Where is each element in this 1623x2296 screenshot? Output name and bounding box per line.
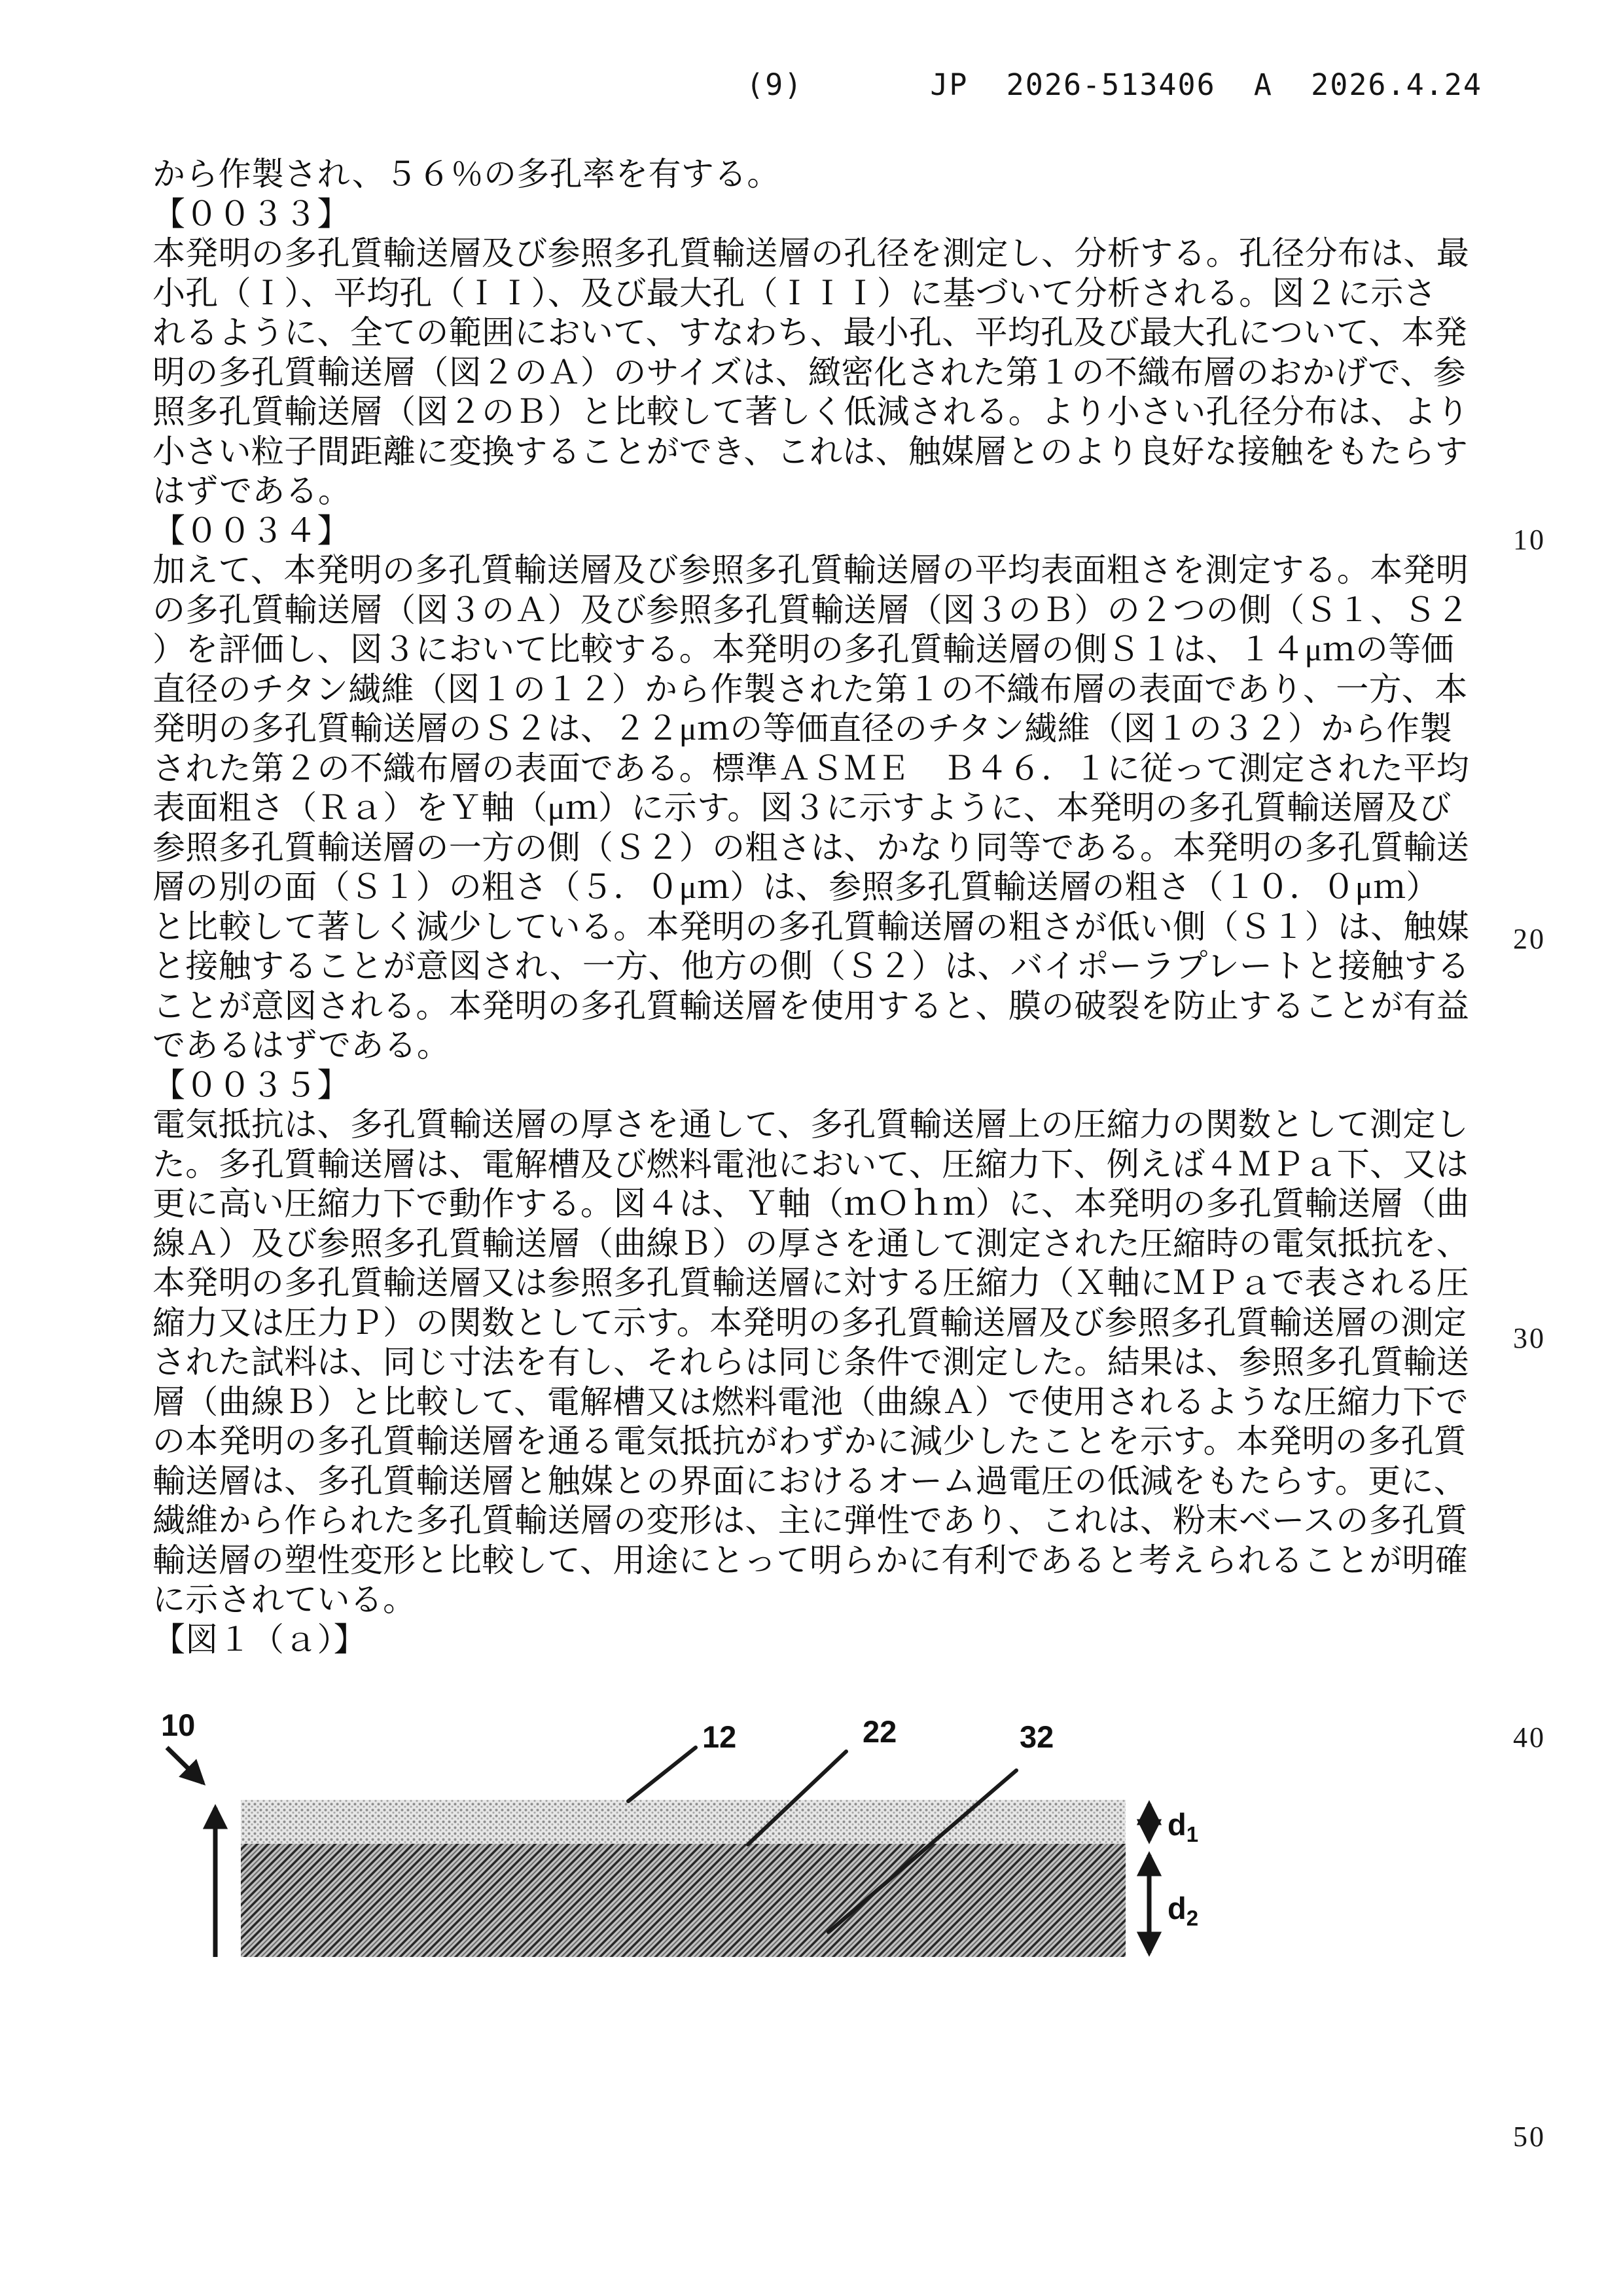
text-line: 輸送層は、多孔質輸送層と触媒との界面におけるオーム過電圧の低減をもたらす。更に、 [152,1462,1467,1499]
text-line: れるように、全ての範囲において、すなわち、最小孔、平均孔及び最大孔について、本発 [152,314,1467,351]
text-line: 【００３４】 [152,512,350,549]
text-line: 電気抵抗は、多孔質輸送層の厚さを通して、多孔質輸送層上の圧縮力の関数として測定し [152,1106,1469,1143]
text-line: 【００３５】 [152,1066,350,1103]
margin-line-number-50: 50 [1513,2121,1546,2153]
text-line: と比較して著しく減少している。本発明の多孔質輸送層の粗さが低い側（Ｓ１）は、触媒 [152,908,1469,945]
text-line: 更に高い圧縮力下で動作する。図４は、Ｙ軸（ｍＯｈｍ）に、本発明の多孔質輸送層（曲 [152,1185,1469,1222]
text-line: された試料は、同じ寸法を有し、それらは同じ条件で測定した。結果は、参照多孔質輸送 [152,1344,1469,1380]
text-line: の本発明の多孔質輸送層を通る電気抵抗がわずかに減少したことを示す。本発明の多孔質 [152,1423,1467,1460]
ref-label-10: 10 [161,1708,196,1742]
text-line: であるはずである。 [152,1027,450,1064]
text-line: 小孔（Ｉ）、平均孔（ＩＩ）、及び最大孔（ＩＩＩ）に基づいて分析される。図２に示さ [152,274,1436,312]
text-line: 本発明の多孔質輸送層及び参照多孔質輸送層の孔径を測定し、分析する。孔径分布は、最 [152,235,1469,272]
ref-label-12: 12 [702,1719,737,1754]
text-line: ことが意図される。本発明の多孔質輸送層を使用すると、膜の破裂を防止することが有益 [152,987,1469,1024]
text-line: 加えて、本発明の多孔質輸送層及び参照多孔質輸送層の平均表面粗さを測定する。本発明 [152,552,1469,588]
text-line: と接触することが意図され、一方、他方の側（Ｓ２）は、バイポーラプレートと接触する [152,948,1470,984]
ref-32-leader [829,1770,1016,1932]
text-line: から作製され、５６％の多孔率を有する。 [152,156,780,192]
ref-22-leader [748,1751,846,1844]
text-line: 直径のチタン繊維（図１の１２）から作製された第１の不織布層の表面であり、一方、本 [152,670,1468,708]
text-line: 層（曲線Ｂ）と比較して、電解槽又は燃料電池（曲線Ａ）で使用されるような圧縮力下で [152,1383,1469,1420]
second-nonwoven-layer-rect [241,1844,1126,1957]
ref-10-arrow [167,1748,203,1783]
header-page-number: (9) [746,67,804,102]
text-line: はずである。 [152,473,351,509]
text-line: 層の別の面（Ｓ１）の粗さ（５．０μｍ）は、参照多孔質輸送層の粗さ（１０．０μｍ） [152,869,1439,905]
header-publication-number: JP 2026-513406 A 2026.4.24 [930,67,1482,102]
text-line: の多孔質輸送層（図３のＡ）及び参照多孔質輸送層（図３のＢ）の２つの側（Ｓ１、Ｓ２ [152,591,1469,628]
ref-label-22: 22 [863,1714,897,1749]
text-line: 照多孔質輸送層（図２のＢ）と比較して著しく低減される。より小さい孔径分布は、より [152,393,1469,430]
text-line: 【００３３】 [152,195,350,232]
text-line: された第２の不織布層の表面である。標準ＡＳＭＥ Ｂ４６．１に従って測定された平均 [152,749,1469,787]
text-line: ）を評価し、図３において比較する。本発明の多孔質輸送層の側Ｓ１は、１４μｍの等価 [152,631,1454,668]
text-line: 線Ａ）及び参照多孔質輸送層（曲線Ｂ）の厚さを通して測定された圧縮時の電気抵抗を、 [152,1225,1469,1262]
text-line: た。多孔質輸送層は、電解槽及び燃料電池において、圧縮力下、例えば４ＭＰａ下、又は [152,1145,1469,1183]
ref-12-leader [628,1748,696,1801]
text-line: 【図１（ａ）】 [152,1621,367,1658]
text-line: に示されている。 [152,1581,416,1618]
margin-line-number-40: 40 [1513,1721,1546,1753]
d1-label: $d_1$ [1168,1807,1199,1846]
text-line: 輸送層の塑性変形と比較して、用途にとって明らかに有利であると考えられることが明確 [152,1541,1468,1579]
margin-line-number-30: 30 [1513,1322,1546,1354]
text-line: 参照多孔質輸送層の一方の側（Ｓ２）の粗さは、かなり同等である。本発明の多孔質輸送 [152,829,1469,866]
text-line: 発明の多孔質輸送層のＳ２は、２２μｍの等価直径のチタン繊維（図１の３２）から作製 [152,710,1453,747]
margin-line-number-10: 10 [1513,524,1546,556]
text-line: 縮力又は圧力Ｐ）の関数として示す。本発明の多孔質輸送層及び参照多孔質輸送層の測定 [152,1304,1467,1341]
body-text [152,154,1488,1659]
first-nonwoven-layer-rect [241,1800,1126,1844]
margin-line-number-20: 20 [1513,923,1546,955]
text-line: 繊維から作られた多孔質輸送層の変形は、主に弾性であり、これは、粉末ベースの多孔質 [152,1502,1468,1539]
ref-label-32: 32 [1020,1719,1054,1754]
text-line: 表面粗さ（Ｒａ）をＹ軸（μｍ）に示す。図３に示すように、本発明の多孔質輸送層及び [152,789,1452,826]
d2-label: $d_2$ [1168,1891,1199,1930]
text-line: 本発明の多孔質輸送層又は参照多孔質輸送層に対する圧縮力（Ｘ軸にＭＰａで表される圧 [152,1265,1469,1301]
text-line: 明の多孔質輸送層（図２のＡ）のサイズは、緻密化された第１の不織布層のおかげで、参 [152,353,1466,391]
text-line: 小さい粒子間距離に変換することができ、これは、触媒層とのより良好な接触をもたらす [152,433,1468,470]
